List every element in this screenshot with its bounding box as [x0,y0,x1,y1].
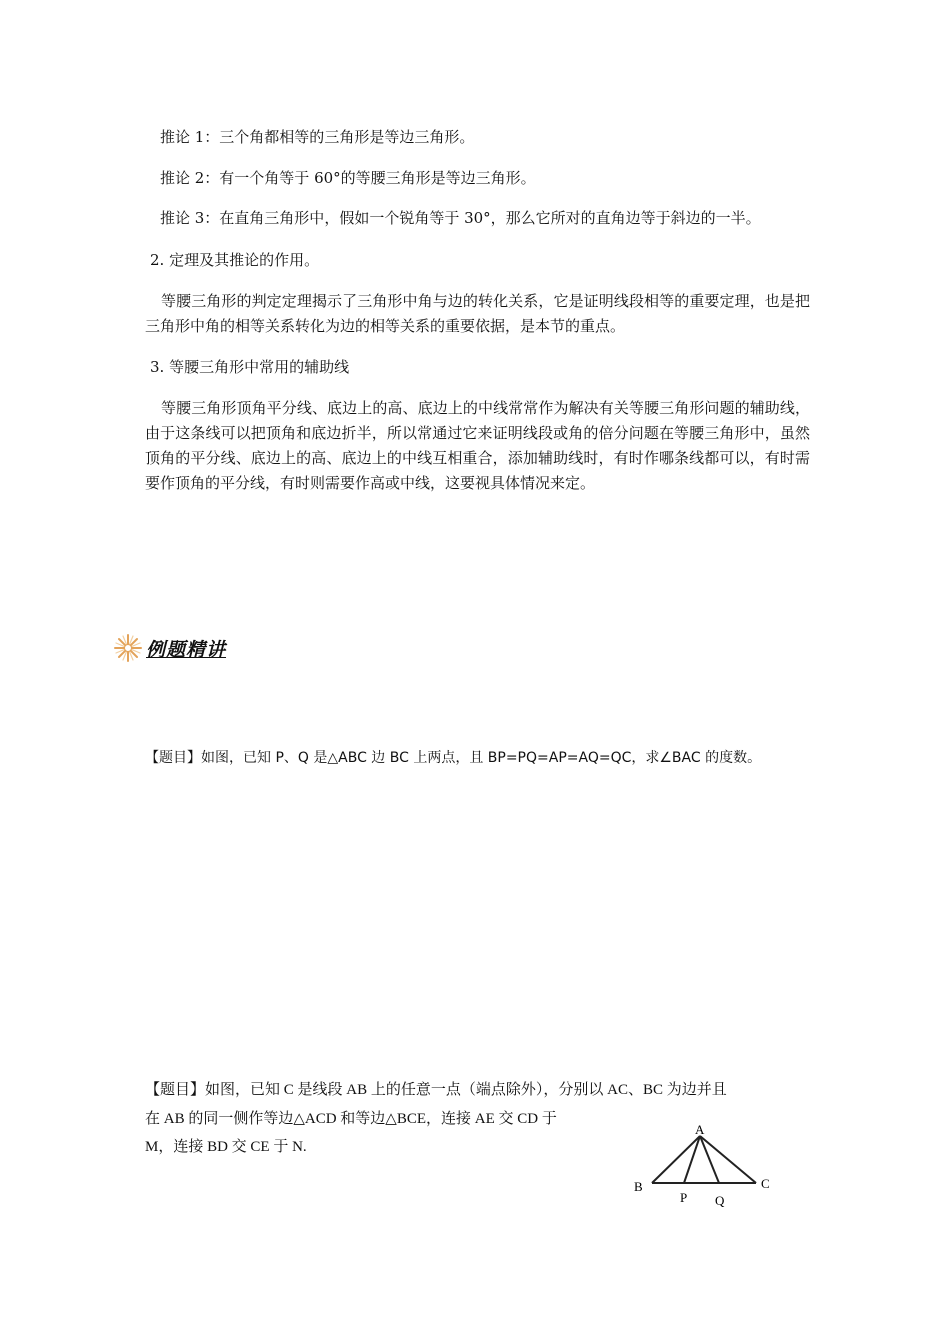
problem-2-text-1: 如图，已知 C 是线段 AB 上的任意一点（端点除外），分别以 AC、BC 为边并且 [205,1082,727,1098]
label-b: B [634,1179,643,1194]
triangle-figure [620,1115,790,1215]
section-2-body: 等腰三角形的判定定理揭示了三角形中角与边的转化关系，它是证明线段相等的重要定理，也是把三角形中角的相等关系转化为边的相等关系的重要依据，是本节的重点。 [145,292,810,335]
problem-2-line-2: 在 AB 的同一侧作等边△ACD 和等边△BCE，连接 AE 交 CD 于 [145,1111,557,1127]
problem-1 [145,748,761,768]
corollary-1: 推论 1：三个角都相等的三角形是等边三角形。 [160,128,475,146]
label-p: P [680,1190,688,1205]
examples-header [112,632,226,664]
label-c: C [761,1176,770,1191]
sparkle-icon [112,632,144,664]
problem-2-line-1 [145,1077,727,1103]
problem-2-tag: 【题目】 [145,1082,206,1098]
examples-heading: 例题精讲 [146,638,227,661]
corollary-2: 推论 2：有一个角等于 60°的等腰三角形是等边三角形。 [160,169,536,187]
problem-1-tag: 【题目】 [145,750,201,766]
problem-2-line-3: M，连接 BD 交 CE 于 N. [145,1139,307,1155]
section-2-title: 2. 定理及其推论的作用。 [150,251,320,269]
label-q: Q [715,1193,725,1208]
segment-ac [700,1136,756,1183]
corollary-3: 推论 3：在直角三角形中，假如一个锐角等于 30°，那么它所对的直角边等于斜边的一半。 [160,209,761,227]
problem-1-text: 如图，已知 P、Q 是△ABC 边 BC 上两点，且 BP=PQ=AP=AQ=QC，求∠BAC 的度数。 [201,750,762,766]
section-3-title: 3. 等腰三角形中常用的辅助线 [150,358,350,376]
label-a: A [695,1122,705,1137]
section-3-body: 等腰三角形顶角平分线、底边上的高、底边上的中线常常作为解决有关等腰三角形问题的辅助线，由于这条线可以把顶角和底边折半，所以常通过它来证明线段或角的倍分问题在等腰三角形中，虽然顶角的平分线、底边上的高、底边上的中线互相重合，添加辅助线时，有时作哪条线都可以，有时需要作顶角的平分线，有时则需要作高或中线，这要视具体情况来定。 [145,399,810,492]
